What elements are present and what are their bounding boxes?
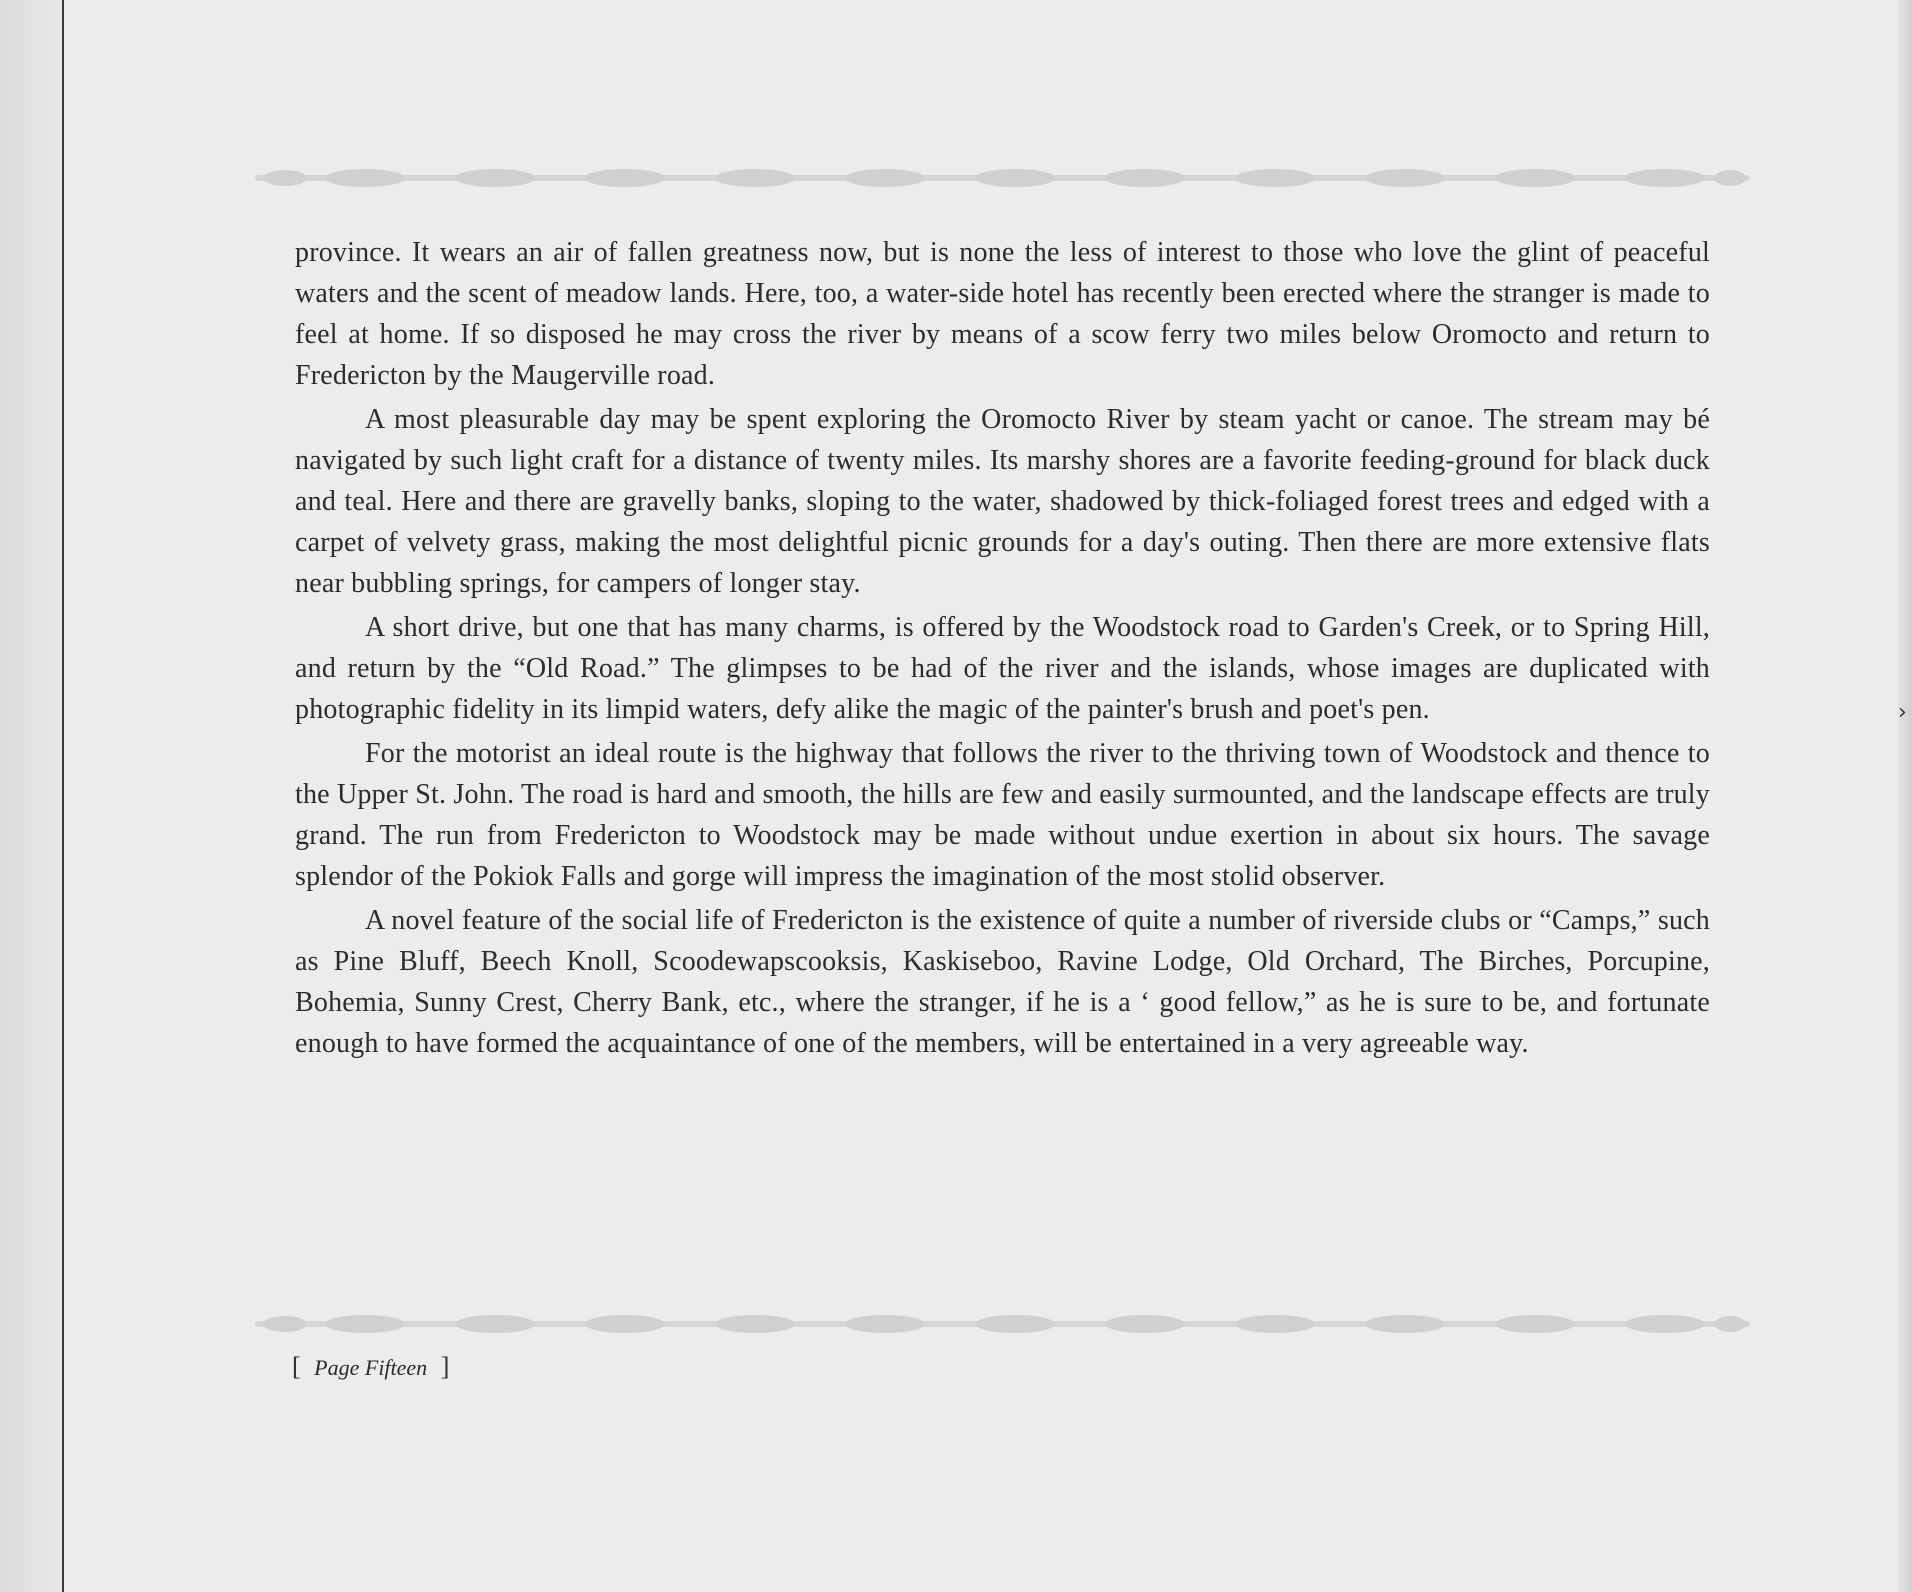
- folio-label: Page Fifteen: [314, 1355, 428, 1380]
- right-page-edge: [1898, 0, 1912, 1592]
- paragraph-3: A short drive, but one that has many charms, is offered by the Woodstock road to Garden's Creek, or to Spring Hill, and return by the “Old Road.” The glimpses to be had of the river and the islands, whose images are duplicated with photographic fidelity in its limpid waters, defy alike the magic of the painter's brush and poet's pen.: [295, 612, 1710, 725]
- paragraph-5: A novel feature of the social life of Fredericton is the existence of quite a number of riverside clubs or “Camps,” such as Pine Bluff, Beech Knoll, Scoodewapscooksis, Kaskiseboo, Ravine Lodge, Old Orchard, The Birches, Porcupine, Bohemia, Sunny Crest, Cherry Bank, etc., where the stranger, if he is a ‘ good fellow,” as he is sure to be, and fortunate enough to have formed the acquaintance of one of the members, will be entertained in a very agreeable way.: [295, 905, 1710, 1059]
- binding-edge-line: [62, 0, 64, 1592]
- paragraph-1: province. It wears an air of fallen greatness now, but is none the less of interest to those who love the glint of peaceful waters and the scent of meadow lands. Here, too, a water-side hotel has recently been erected where the stranger is made to feel at home. If so disposed he may cross the river by means of a scow ferry two miles below Oromocto and return to Fredericton by the Maugerville road.: [295, 237, 1710, 391]
- paragraph-4: For the motorist an ideal route is the highway that follows the river to the thriving town of Woodstock and thence to the Upper St. John. The road is hard and smooth, the hills are few and easily surmounted, and the landscape effects are truly grand. The run from Fredericton to Woodstock may be made without undue exertion in about six hours. The savage splendor of the Pokiok Falls and gorge will impress the imagination of the most stolid observer.: [295, 738, 1710, 892]
- bottom-ornamental-rule: [255, 1312, 1750, 1336]
- paragraph-2: A most pleasurable day may be spent exploring the Oromocto River by steam yacht or canoe. The stream may bé navigated by such light craft for a distance of twenty miles. Its marshy shores are a favorite feeding-ground for black duck and teal. Here and there are gravelly banks, sloping to the water, shadowed by thick-foliaged forest trees and edged with a carpet of velvety grass, making the most delightful picnic grounds for a day's outing. Then there are more extensive flats near bubbling springs, for campers of longer stay.: [295, 404, 1710, 599]
- folio-close-bracket: ]: [440, 1352, 450, 1381]
- page-number: [292, 1352, 449, 1382]
- folio-open-bracket: [: [292, 1352, 301, 1381]
- binding-shadow: [0, 0, 62, 1592]
- margin-arrow-mark: ›: [1898, 700, 1907, 725]
- ornament-top-svg: [255, 166, 1750, 190]
- ornament-bottom-svg: [255, 1312, 1750, 1336]
- body-text: [295, 232, 1710, 1067]
- top-ornamental-rule: [255, 166, 1750, 190]
